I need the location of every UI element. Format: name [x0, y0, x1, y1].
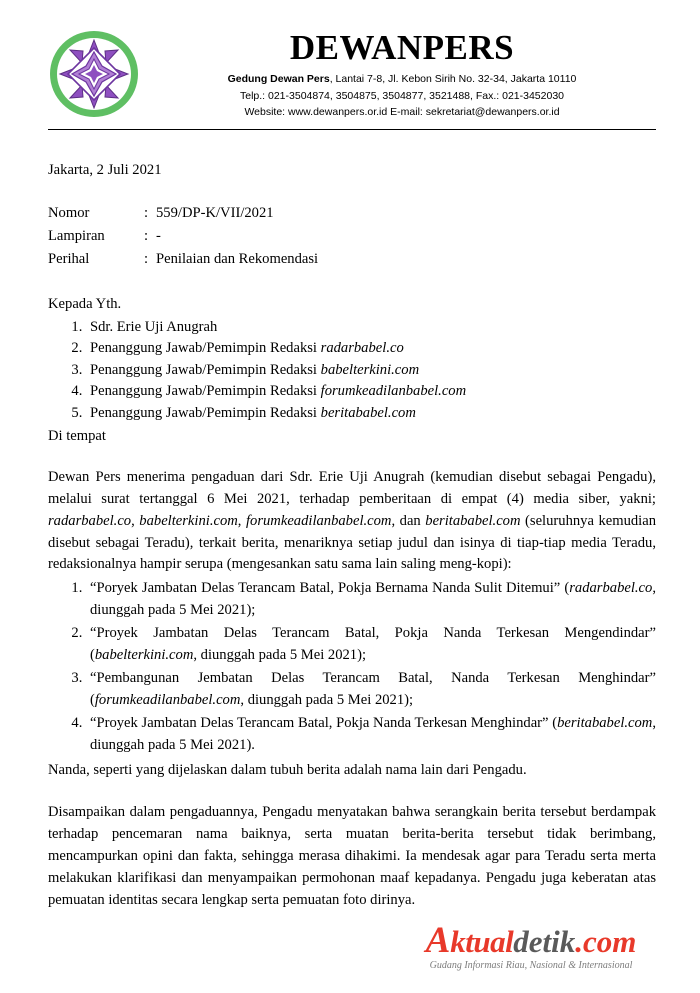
article-source-open: (: [90, 691, 95, 708]
watermark-tagline: Gudang Informasi Riau, Nasional & Internasional: [429, 960, 633, 971]
recipient-prefix: Penanggung Jawab/Pemimpin Redaksi: [90, 361, 321, 378]
meta-value-nomor: 559/DP-K/VII/2021: [156, 204, 274, 221]
letter-body: [48, 160, 656, 912]
list-item: [86, 623, 656, 667]
phone-line: Telp.: 021-3504874, 3504875, 3504877, 3521488, Fax.: 021-3452030: [239, 89, 565, 102]
recipient-prefix: Penanggung Jawab/Pemimpin Redaksi: [90, 340, 321, 357]
article-source-site: beritababel.com: [557, 714, 653, 731]
recipient-site: beritababel.com: [320, 404, 416, 421]
para1-media-1: radarbabel.co: [48, 512, 132, 529]
watermark-logo: [402, 922, 660, 959]
article-source-tail: , diunggah pada 5 Mei 2021);: [193, 646, 367, 663]
article-source-open: (: [90, 646, 95, 663]
article-source-tail: , diunggah pada 5 Mei 2021);: [90, 580, 656, 619]
article-title: “Pembangunan Jembatan Delas Terancam Batal, Nanda Terkesan Menghindar”: [90, 669, 656, 686]
dewan-pers-logo: [48, 28, 140, 120]
table-row: [48, 203, 318, 226]
watermark-letter-a: A: [425, 920, 451, 961]
website-line: Website: www.dewanpers.or.id E-mail: sekretariat@dewanpers.or.id: [244, 105, 560, 118]
para1-media-2: babelterkini.com: [139, 512, 238, 529]
article-title: “Poryek Jambatan Delas Terancam Batal, Pokja Bernama Nanda Sulit Ditemui”: [90, 580, 561, 597]
table-row: [48, 249, 318, 272]
para1-part2: (seluruhnya kemudian disebut sebagai Teradu), terkait berita, menariknya setiap judul dan isinya di tiap-tiap media Teradu, redaksionalnya hampir serupa (mengesankan satu sama lain saling meng-kopi):: [48, 512, 657, 573]
meta-label-lampiran: Lampiran: [48, 227, 105, 244]
meta-value-perihal: Penilaian dan Rekomendasi: [156, 251, 319, 268]
recipient-site: babelterkini.com: [320, 361, 420, 378]
watermark-detik: detik: [513, 924, 576, 959]
watermark: [402, 922, 660, 971]
article-source-tail: , diunggah pada 5 Mei 2021);: [240, 691, 414, 708]
organization-name: [154, 30, 650, 67]
article-source-site: radarbabel.co: [569, 580, 653, 597]
list-item: [86, 668, 656, 712]
recipient-site: radarbabel.co: [320, 340, 404, 357]
list-item: [86, 360, 656, 381]
header-divider: [48, 129, 656, 130]
watermark-dotcom: .com: [575, 924, 637, 959]
place-and-date: Jakarta, 2 Juli 2021: [48, 162, 162, 179]
article-source-open: (: [552, 714, 558, 731]
para1-media-3: forumkeadilanbabel.com: [245, 512, 392, 529]
para1-sep-1: ,: [131, 512, 140, 529]
meta-colon-nomor: :: [144, 204, 149, 221]
paragraph-complaint-intro: [48, 467, 656, 576]
recipient-site: forumkeadilanbabel.com: [320, 383, 467, 400]
article-source-tail: , diunggah pada 5 Mei 2021).: [90, 714, 656, 753]
address-line: [154, 72, 650, 88]
article-source-site: babelterkini.com: [94, 646, 194, 663]
list-item: [86, 338, 656, 359]
recipient-prefix: Penanggung Jawab/Pemimpin Redaksi: [90, 383, 321, 400]
meta-value-lampiran: -: [156, 227, 161, 244]
list-item: [86, 403, 656, 424]
meta-colon-lampiran: :: [144, 227, 149, 244]
letter-meta-table: [48, 203, 318, 272]
article-title: “Proyek Jambatan Delas Terancam Batal, Pokja Nanda Terkesan Mengendindar”: [90, 625, 656, 642]
list-item: [86, 317, 656, 338]
list-item: [86, 381, 656, 402]
di-tempat: Di tempat: [48, 428, 106, 445]
list-item: [86, 713, 656, 757]
article-title: “Proyek Jambatan Delas Terancam Batal, Pokja Nanda Terkesan Menghindar”: [90, 714, 549, 731]
para1-part1: Dewan Pers menerima pengaduan dari Sdr. Erie Uji Anugrah (kemudian disebut sebagai Pengadu), melalui surat tertanggal 6 Mei 2021, terhadap pemberitaan di empat (4) media siber, yakni;: [48, 468, 656, 507]
recipient-prefix: Sdr. Erie Uji Anugrah: [90, 318, 218, 335]
watermark-aktual: ktual: [450, 924, 514, 959]
para1-media-4: beritababel.com: [425, 512, 521, 529]
para1-sep-3: , dan: [391, 512, 426, 529]
list-item: [86, 578, 656, 622]
organization-name-rest: PERS: [422, 28, 515, 67]
address-rest: , Lantai 7-8, Jl. Kebon Sirih No. 32-34, Jakarta 10110: [329, 72, 577, 85]
meta-colon-perihal: :: [144, 251, 149, 268]
addressee-heading: Kepada Yth.: [48, 296, 122, 313]
letterhead-text: [154, 26, 656, 120]
article-source-open: (: [564, 580, 570, 597]
article-source-site: forumkeadilanbabel.com: [94, 691, 241, 708]
meta-label-perihal: Perihal: [48, 251, 90, 268]
table-row: [48, 226, 318, 249]
meta-label-nomor: Nomor: [48, 204, 90, 221]
recipient-list: [48, 317, 656, 424]
para1-sep-2: ,: [237, 512, 246, 529]
recipient-prefix: Penanggung Jawab/Pemimpin Redaksi: [90, 404, 321, 421]
paragraph-complaint-detail: Disampaikan dalam pengaduannya, Pengadu menyatakan bahwa serangkain berita tersebut berdampak terhadap pencemaran nama baiknya, serta muatan berita-berita tersebut tidak berimbang, mencampurkan opini dan fakta, sehingga merasa dihakimi. Ia mendesak agar para Teradu serta merta melakukan klarifikasi dan menyampaikan permohonan maaf kepadanya. Pengadu juga keberatan atas pemuatan identitas secara lengkap serta pemuatan foto dirinya.: [48, 804, 656, 908]
paragraph-nanda-note: Nanda, seperti yang dijelaskan dalam tubuh berita adalah nama lain dari Pengadu.: [48, 762, 527, 779]
address-building: Gedung Dewan Pers: [227, 72, 330, 85]
letterhead: [48, 26, 656, 120]
article-title-list: [48, 578, 656, 756]
organization-name-bold: DEWAN: [289, 28, 423, 67]
